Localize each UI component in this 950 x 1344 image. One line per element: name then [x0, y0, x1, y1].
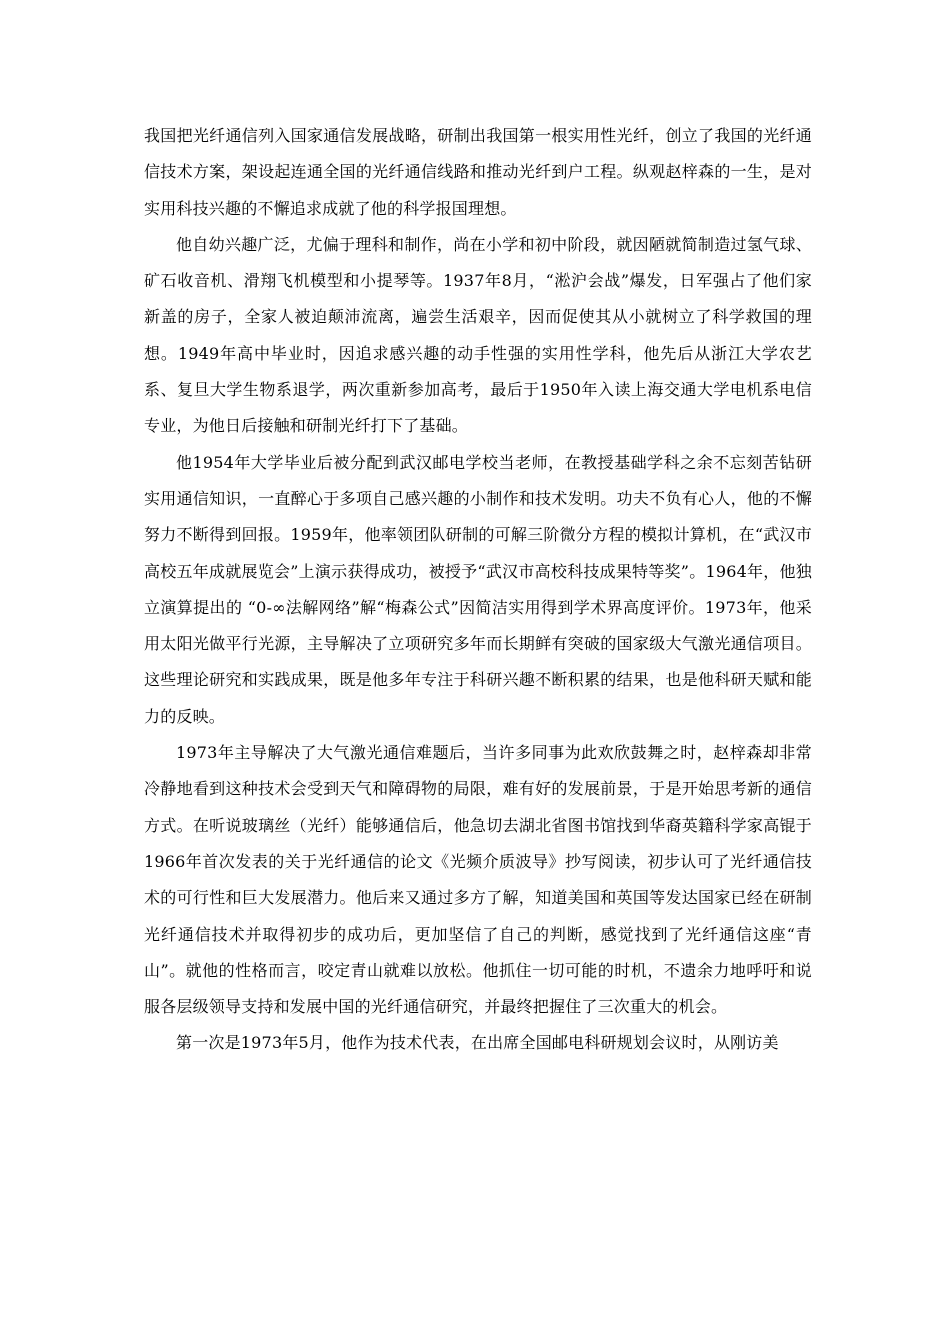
- paragraph: 第一次是1973年5月，他作为技术代表，在出席全国邮电科研规划会议时，从刚访美: [176, 1033, 779, 1053]
- paragraph: 他自幼兴趣广泛，尤偏于理科和制作，尚在小学和初中阶段，就因陋就简制造过氢气球、矿石收音机、滑翔飞机模型和小提琴等。1937年8月，“淞沪会战”爆发，日军强占了他们家新盖的房子，全家人被迫颠沛流离，遍尝生活艰辛，因而促使其从小就树立了科学救国的理想。1949年高中毕业时，因追求感兴趣的动手性强的实用性学科，他先后从浙江大学农艺系、复旦大学生物系退学，两次重新参加高考，最后于1950年入读上海交通大学电机系电信专业，为他日后接触和研制光纤打下了基础。: [144, 234, 812, 436]
- paragraph: 他1954年大学毕业后被分配到武汉邮电学校当老师，在教授基础学科之余不忘刻苦钻研实用通信知识，一直醉心于多项自己感兴趣的小制作和技术发明。功夫不负有心人，他的不懈努力不断得到回报。1959年，他率领团队研制的可解三阶微分方程的模拟计算机，在“武汉市高校五年成就展览会”上演示获得成功，被授予“武汉市高校科技成果特等奖”。1964年，他独立演算提出的 “0-∞法解网络”解“梅森公式”因简洁实用得到学术界高度评价。1973年，他采用太阳光做平行光源，主导解决了立项研究多年而长期鲜有突破的国家级大气激光通信项目。这些理论研究和实践成果，既是他多年专注于科研兴趣不断积累的结果，也是他科研天赋和能力的反映。: [144, 452, 812, 726]
- document-body: [144, 118, 812, 1062]
- paragraph: 1973年主导解决了大气激光通信难题后，当许多同事为此欢欣鼓舞之时，赵梓森却非常冷静地看到这种技术会受到天气和障碍物的局限，难有好的发展前景，于是开始思考新的通信方式。在听说玻璃丝（光纤）能够通信后，他急切去湖北省图书馆找到华裔英籍科学家高锟于1966年首次发表的关于光纤通信的论文《光频介质波导》抄写阅读，初步认可了光纤通信技术的可行性和巨大发展潜力。他后来又通过多方了解，知道美国和英国等发达国家已经在研制光纤通信技术并取得初步的成功后，更加坚信了自己的判断，感觉找到了光纤通信这座“青山”。就他的性格而言，咬定青山就难以放松。他抓住一切可能的时机，不遗余力地呼吁和说服各层级领导支持和发展中国的光纤通信研究，并最终把握住了三次重大的机会。: [144, 743, 812, 1017]
- paragraph-continuation: 我国把光纤通信列入国家通信发展战略，研制出我国第一根实用性光纤，创立了我国的光纤通信技术方案，架设起连通全国的光纤通信线路和推动光纤到户工程。纵观赵梓森的一生，是对实用科技兴趣的不懈追求成就了他的科学报国理想。: [144, 126, 812, 218]
